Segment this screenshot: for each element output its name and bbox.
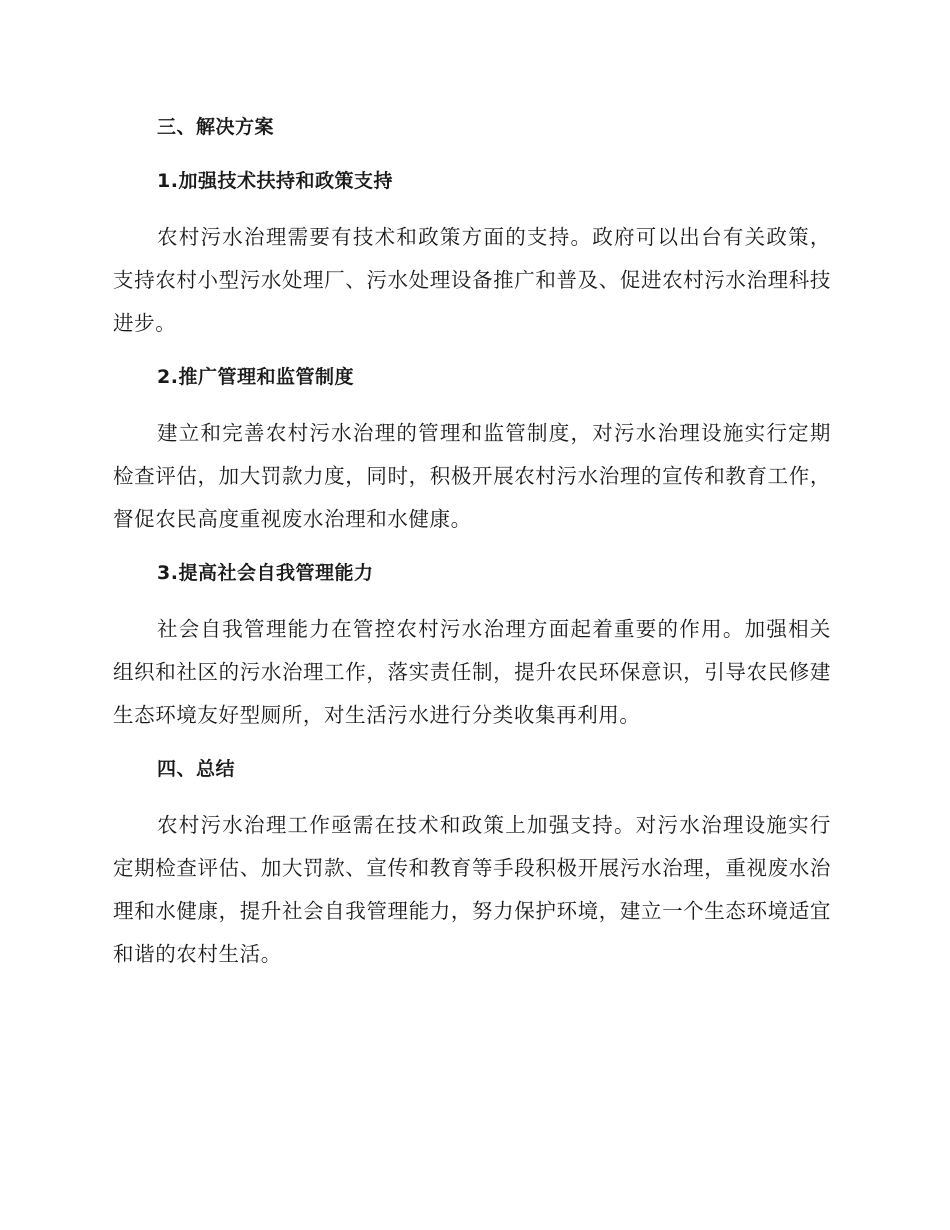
summary-paragraph: 农村污水治理工作亟需在技术和政策上加强支持。对污水治理设施实行定期检查评估、加大罚款、宣传和教育等手段积极开展污水治理，重视废水治理和水健康，提升社会自我管理能力，努力保护环境，建立一个生态环境适宜和谐的农村生活。 [113,813,831,966]
item-2-paragraph: 建立和完善农村污水治理的管理和监管制度，对污水治理设施实行定期检查评估，加大罚款力度，同时，积极开展农村污水治理的宣传和教育工作，督促农民高度重视废水治理和水健康。 [113,421,831,531]
section-3-heading: 三、解决方案 [157,116,275,138]
document-page [113,108,831,976]
section-4-heading: 四、总结 [157,758,236,780]
item-3-heading: 3.提高社会自我管理能力 [157,562,374,584]
item-3-paragraph: 社会自我管理能力在管控农村污水治理方面起着重要的作用。加强相关组织和社区的污水治理工作，落实责任制，提升农民环保意识，引导农民修建生态环境友好型厕所，对生活污水进行分类收集再利用。 [113,617,831,727]
item-1-heading: 1.加强技术扶持和政策支持 [157,170,393,192]
item-1-paragraph: 农村污水治理需要有技术和政策方面的支持。政府可以出台有关政策，支持农村小型污水处理厂、污水处理设备推广和普及、促进农村污水治理科技进步。 [113,225,831,335]
item-2-heading: 2.推广管理和监管制度 [157,366,354,388]
